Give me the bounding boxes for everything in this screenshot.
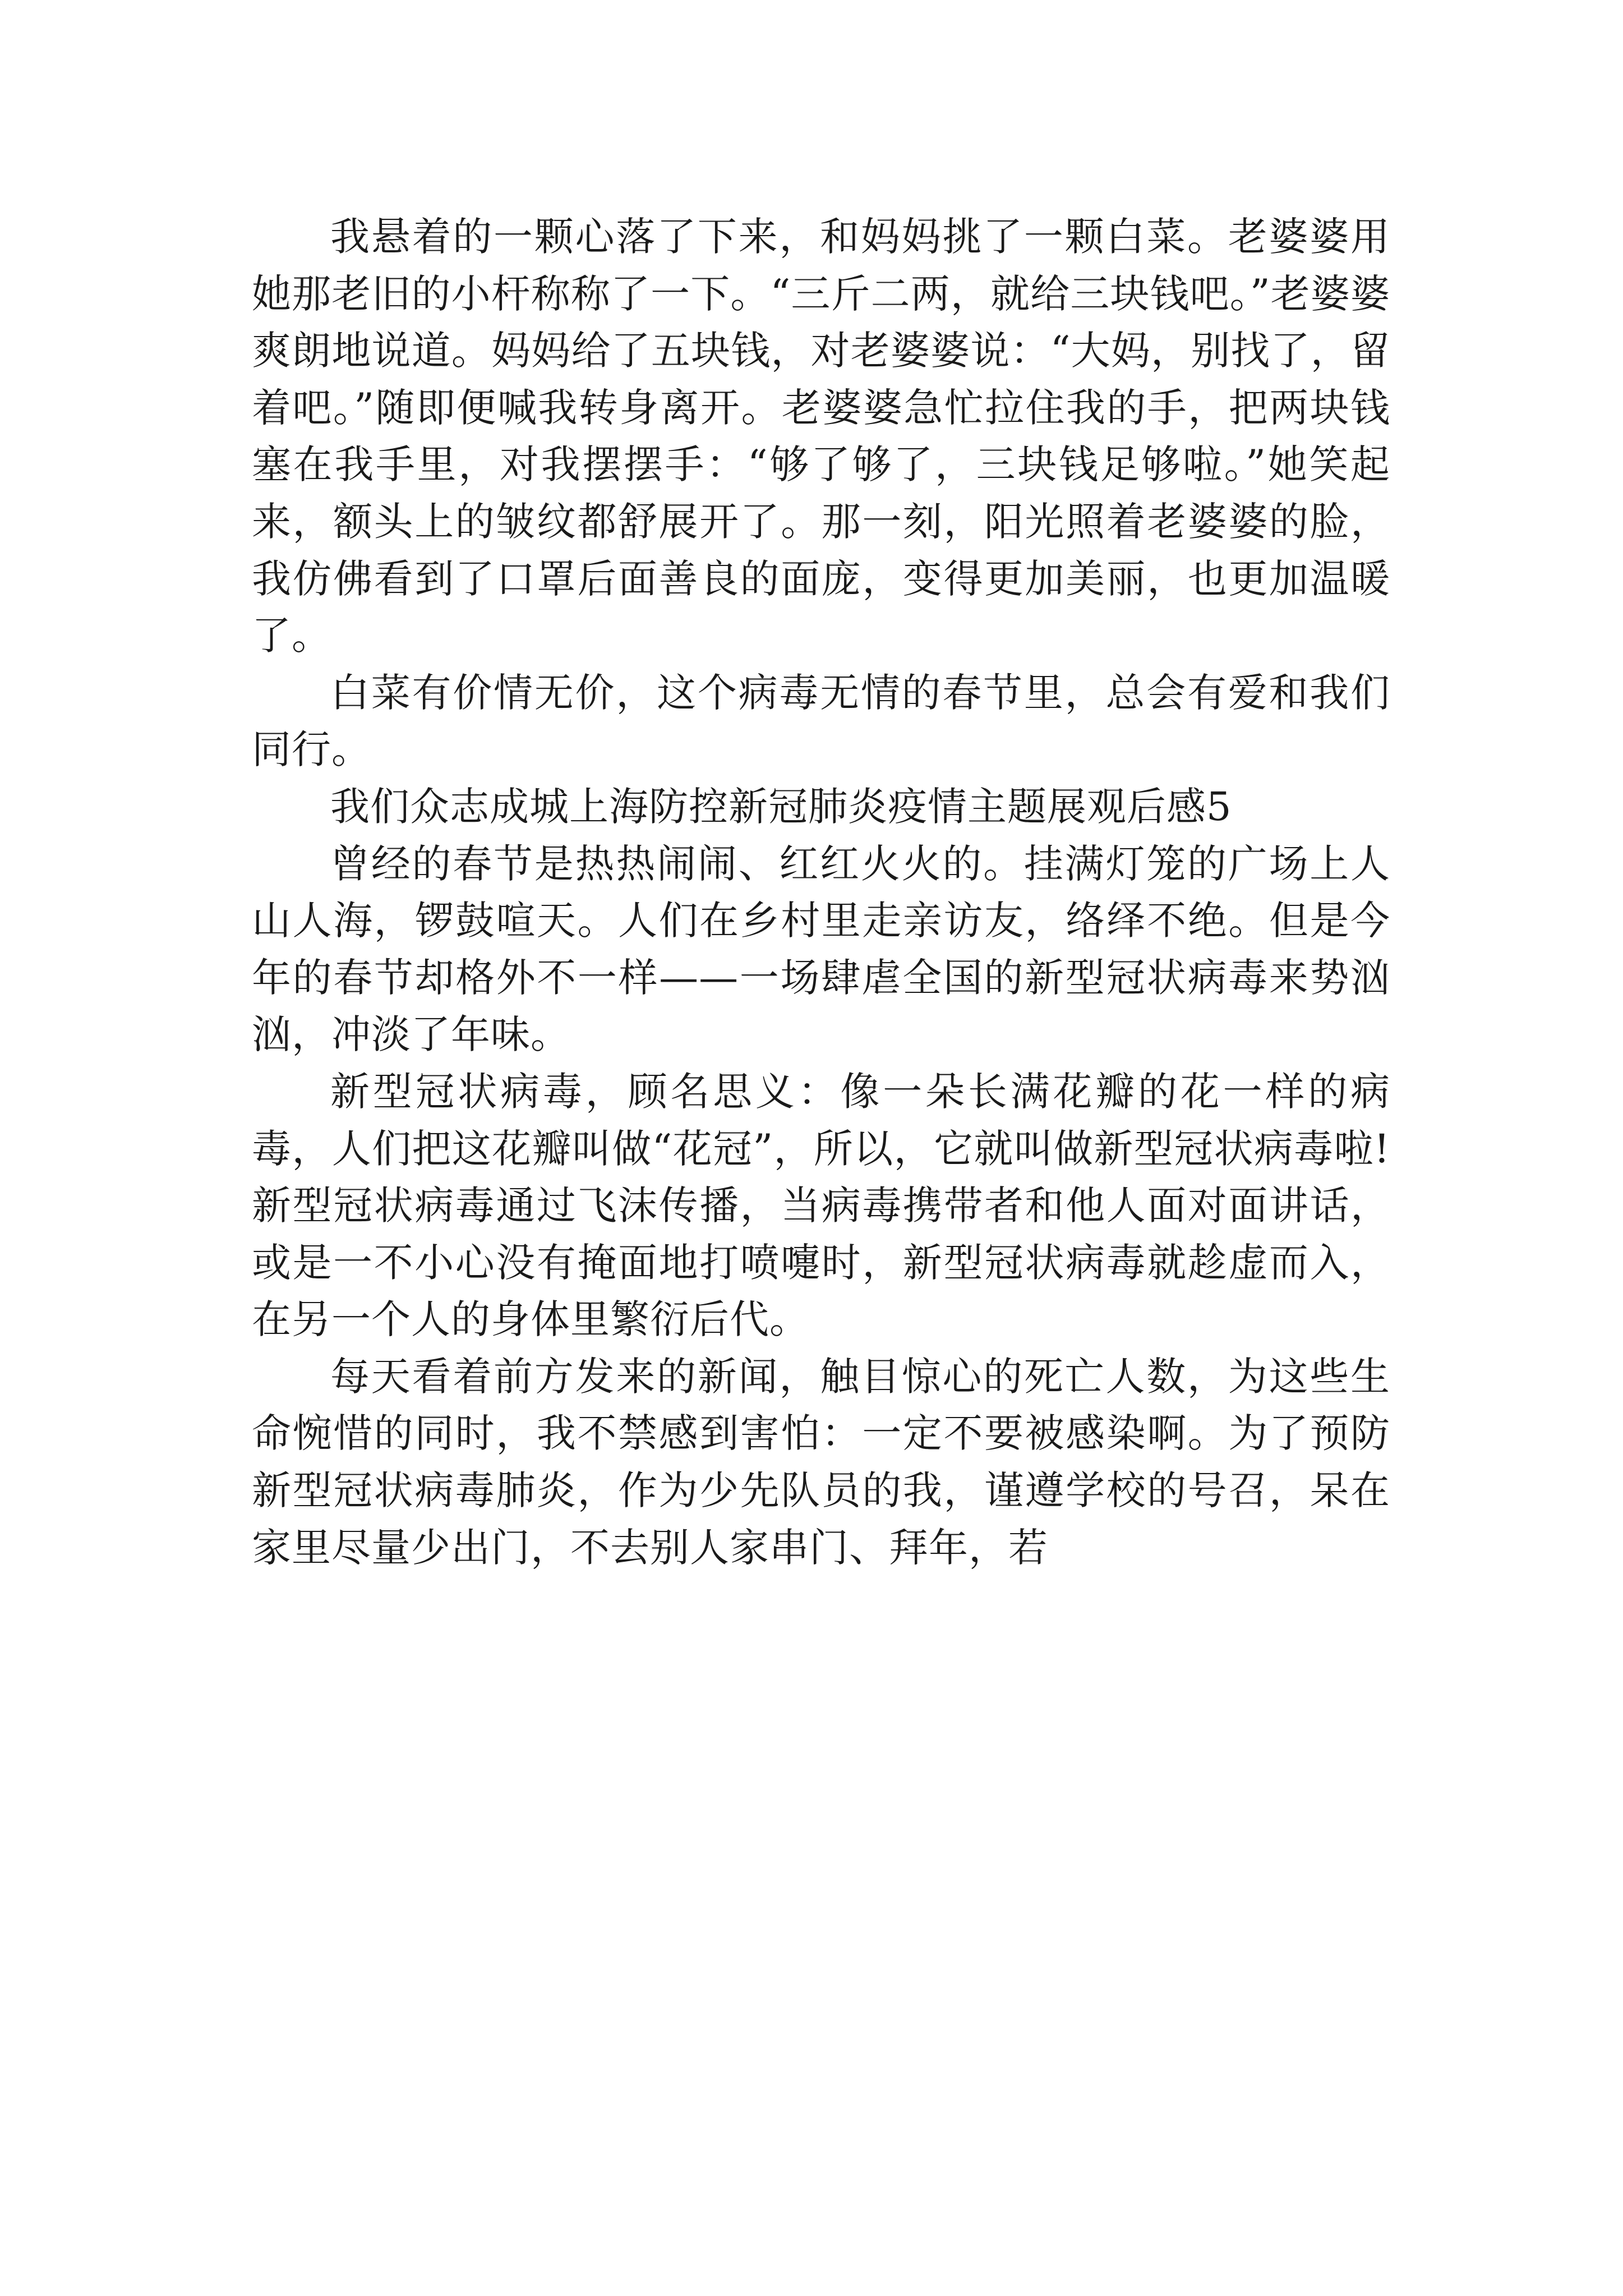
paragraph-cabbage-purchase: 我悬着的一颗心落了下来，和妈妈挑了一颗白菜。老婆婆用她那老旧的小杆称称了一下。“三斤二两，就给三块钱吧。”老婆婆爽朗地说道。妈妈给了五块钱，对老婆婆说：“大妈，别找了，留着吧。”随即便喊我转身离开。老婆婆急忙拉住我的手，把两块钱塞在我手里，对我摆摆手：“够了够了，三块钱足够啦。”她笑起来，额头上的皱纹都舒展开了。那一刻，阳光照着老婆婆的脸，我仿佛看到了口罩后面善良的面庞，变得更加美丽，也更加温暖了。 xyxy=(252,214,1390,659)
document-body xyxy=(252,209,1390,1576)
paragraph-daily-news: 每天看着前方发来的新闻，触目惊心的死亡人数，为这些生命惋惜的同时，我不禁感到害怕：一定不要被感染啊。为了预防新型冠状病毒肺炎，作为少先队员的我，谨遵学校的号召，呆在家里尽量少出门，不去别人家串门、拜年，若 xyxy=(252,1353,1390,1571)
paragraph-spring-festival: 曾经的春节是热热闹闹、红红火火的。挂满灯笼的广场上人山人海，锣鼓喧天。人们在乡村里走亲访友，络绎不绝。但是今年的春节却格外不一样——一场肆虐全国的新型冠状病毒来势汹汹，冲淡了年味。 xyxy=(252,840,1390,1058)
paragraph-love-accompanies: 白菜有价情无价，这个病毒无情的春节里，总会有爱和我们同行。 xyxy=(252,669,1390,773)
essay-title: 我们众志成城上海防控新冠肺炎疫情主题展观后感5 xyxy=(330,783,1232,830)
paragraph-coronavirus-explained: 新型冠状病毒，顾名思义：像一朵长满花瓣的花一样的病毒，人们把这花瓣叫做“花冠”，所以，它就叫做新型冠状病毒啦!新型冠状病毒通过飞沫传播，当病毒携带者和他人面对面讲话，或是一不小心没有掩面地打喷嚏时，新型冠状病毒就趁虚而入，在另一个人的身体里繁衍后代。 xyxy=(252,1068,1390,1343)
